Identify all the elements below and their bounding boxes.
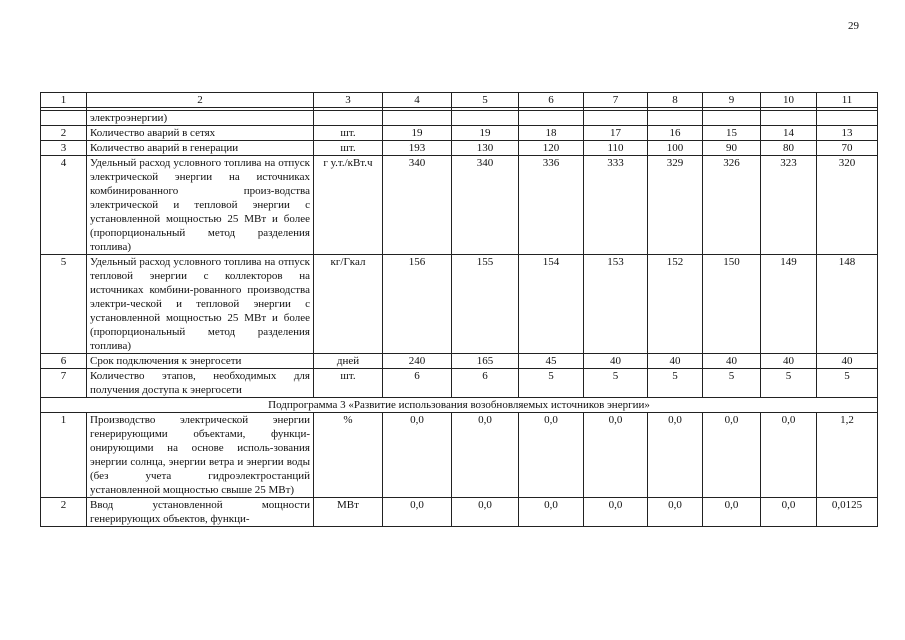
value-cell: 6 xyxy=(452,369,519,398)
row-number: 1 xyxy=(41,413,87,498)
header-cell: 10 xyxy=(761,93,817,108)
value-cell: 5 xyxy=(817,369,878,398)
header-cell: 4 xyxy=(383,93,452,108)
unit-cell: дней xyxy=(314,354,383,369)
value-cell: 155 xyxy=(452,255,519,354)
unit-cell: кг/Гкал xyxy=(314,255,383,354)
row-number: 3 xyxy=(41,141,87,156)
value-cell: 329 xyxy=(648,156,703,255)
value-cell: 19 xyxy=(383,126,452,141)
value-cell: 0,0 xyxy=(383,413,452,498)
header-cell: 5 xyxy=(452,93,519,108)
subprogram-title: Подпрограмма 3 «Развитие использования возобновляемых источников энергии» xyxy=(41,398,878,413)
value-cell: 0,0 xyxy=(519,498,584,527)
unit-cell: г у.т./кВт.ч xyxy=(314,156,383,255)
unit-cell: МВт xyxy=(314,498,383,527)
continuation-text: электроэнергии) xyxy=(87,111,314,126)
unit-cell: % xyxy=(314,413,383,498)
value-cell: 5 xyxy=(584,369,648,398)
value-cell: 5 xyxy=(703,369,761,398)
header-cell: 3 xyxy=(314,93,383,108)
value-cell: 14 xyxy=(761,126,817,141)
value-cell: 13 xyxy=(817,126,878,141)
subprogram-row xyxy=(41,398,878,413)
value-cell: 156 xyxy=(383,255,452,354)
value-cell: 15 xyxy=(703,126,761,141)
value-cell: 0,0 xyxy=(648,498,703,527)
value-cell: 240 xyxy=(383,354,452,369)
value-cell: 154 xyxy=(519,255,584,354)
value-cell: 110 xyxy=(584,141,648,156)
value-cell: 40 xyxy=(761,354,817,369)
value-cell: 333 xyxy=(584,156,648,255)
value-cell: 90 xyxy=(703,141,761,156)
unit-cell: шт. xyxy=(314,126,383,141)
header-row xyxy=(41,93,878,108)
value-cell: 5 xyxy=(519,369,584,398)
value-cell: 149 xyxy=(761,255,817,354)
table-row xyxy=(41,369,878,398)
value-cell: 336 xyxy=(519,156,584,255)
header-cell: 6 xyxy=(519,93,584,108)
indicator-name: Удельный расход условного топлива на отпуск тепловой энергии с коллекторов на источниках комбини-рованного производства электри-ческой и тепловой энергии с установленной мощностью 25 МВт и более (пропорциональный метод разделения топлива) xyxy=(87,255,314,354)
value-cell: 320 xyxy=(817,156,878,255)
value-cell: 70 xyxy=(817,141,878,156)
value-cell: 0,0 xyxy=(648,413,703,498)
value-cell: 40 xyxy=(584,354,648,369)
value-cell: 40 xyxy=(817,354,878,369)
table-row xyxy=(41,255,878,354)
value-cell: 0,0 xyxy=(761,413,817,498)
value-cell: 18 xyxy=(519,126,584,141)
value-cell: 340 xyxy=(452,156,519,255)
row-number: 6 xyxy=(41,354,87,369)
value-cell: 153 xyxy=(584,255,648,354)
row-number: 2 xyxy=(41,126,87,141)
row-number: 7 xyxy=(41,369,87,398)
indicator-name: Количество аварий в генерации xyxy=(87,141,314,156)
indicator-name: Срок подключения к энергосети xyxy=(87,354,314,369)
value-cell: 0,0 xyxy=(703,498,761,527)
value-cell: 323 xyxy=(761,156,817,255)
value-cell: 130 xyxy=(452,141,519,156)
value-cell: 0,0 xyxy=(584,498,648,527)
header-cell: 7 xyxy=(584,93,648,108)
value-cell: 0,0 xyxy=(584,413,648,498)
value-cell: 340 xyxy=(383,156,452,255)
table-row xyxy=(41,156,878,255)
unit-cell: шт. xyxy=(314,369,383,398)
row-number: 5 xyxy=(41,255,87,354)
header-cell: 11 xyxy=(817,93,878,108)
value-cell: 0,0 xyxy=(452,498,519,527)
indicator-name: Удельный расход условного топлива на отпуск электрической энергии на источниках комбинированного произ-водства электрической и тепловой энергии с установленной мощностью 25 МВт и более (пропорциональный метод разделения топлива) xyxy=(87,156,314,255)
page-number: 29 xyxy=(848,20,859,32)
header-cell: 2 xyxy=(87,93,314,108)
table-row xyxy=(41,498,878,527)
value-cell: 5 xyxy=(761,369,817,398)
value-cell: 19 xyxy=(452,126,519,141)
table-row xyxy=(41,126,878,141)
table-row xyxy=(41,141,878,156)
indicators-table xyxy=(40,92,878,527)
value-cell: 148 xyxy=(817,255,878,354)
value-cell: 0,0125 xyxy=(817,498,878,527)
indicator-name: Производство электрической энергии генерирующими объектами, функци-онирующими на основе исполь-зования энергии солнца, энергии ветра и энергии воды (без учета гидроэлектростанций установленной мощностью свыше 25 МВт) xyxy=(87,413,314,498)
value-cell: 100 xyxy=(648,141,703,156)
value-cell: 40 xyxy=(703,354,761,369)
unit-cell: шт. xyxy=(314,141,383,156)
value-cell: 326 xyxy=(703,156,761,255)
value-cell: 16 xyxy=(648,126,703,141)
value-cell: 40 xyxy=(648,354,703,369)
table-row xyxy=(41,413,878,498)
value-cell: 80 xyxy=(761,141,817,156)
value-cell: 120 xyxy=(519,141,584,156)
continuation-row xyxy=(41,111,878,126)
value-cell: 0,0 xyxy=(383,498,452,527)
value-cell: 0,0 xyxy=(519,413,584,498)
header-cell: 1 xyxy=(41,93,87,108)
value-cell: 0,0 xyxy=(703,413,761,498)
indicator-name: Количество аварий в сетях xyxy=(87,126,314,141)
value-cell: 193 xyxy=(383,141,452,156)
value-cell: 1,2 xyxy=(817,413,878,498)
value-cell: 0,0 xyxy=(452,413,519,498)
table-row xyxy=(41,354,878,369)
value-cell: 150 xyxy=(703,255,761,354)
value-cell: 5 xyxy=(648,369,703,398)
row-number: 2 xyxy=(41,498,87,527)
value-cell: 165 xyxy=(452,354,519,369)
header-cell: 8 xyxy=(648,93,703,108)
value-cell: 45 xyxy=(519,354,584,369)
value-cell: 17 xyxy=(584,126,648,141)
indicator-name: Ввод установленной мощности генерирующих объектов, функци- xyxy=(87,498,314,527)
header-cell: 9 xyxy=(703,93,761,108)
value-cell: 6 xyxy=(383,369,452,398)
row-number: 4 xyxy=(41,156,87,255)
indicator-name: Количество этапов, необходимых для получения доступа к энергосети xyxy=(87,369,314,398)
value-cell: 152 xyxy=(648,255,703,354)
value-cell: 0,0 xyxy=(761,498,817,527)
